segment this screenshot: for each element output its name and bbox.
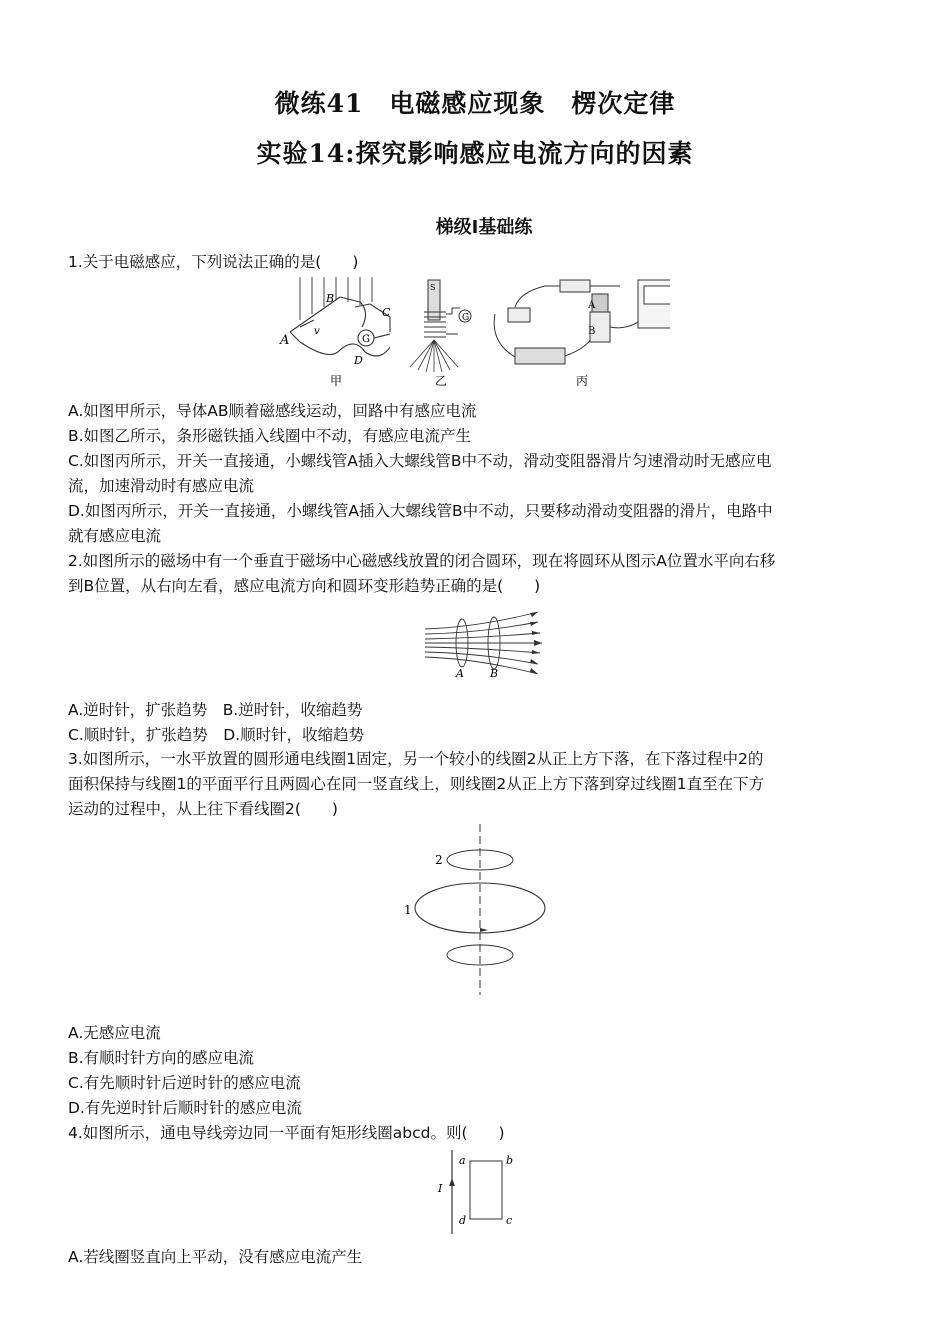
section-heading: 梯级Ⅰ基础练 — [435, 217, 533, 238]
label-A: A — [280, 333, 290, 348]
q3-option-c: C.有先顺时针后逆时针的感应电流 — [68, 1074, 301, 1092]
q1-option-a: A.如图甲所示，导体AB顺着磁感线运动，回路中有感应电流 — [68, 402, 477, 420]
q3-figure — [400, 822, 560, 997]
q1-option-c: C.如图丙所示，开关一直接通，小螺线管A插入大螺线管B中不动，滑动变阻器滑片匀速滑动时无感应电 — [68, 452, 772, 470]
q1-option-d: D.如图丙所示，开关一直接通，小螺线管A插入大螺线管B中不动，只要移动滑动变阻器的滑片，电路中 — [68, 502, 773, 520]
label-bing-B: B — [588, 326, 596, 337]
fig-label-yi: 乙 — [435, 374, 448, 388]
fig-label-bing: 丙 — [576, 374, 589, 388]
q4-label-d: d — [459, 1214, 467, 1227]
q2-options-1: A.逆时针，扩张趋势 B.逆时针，收缩趋势 — [68, 701, 363, 719]
q3-stem-3: 运动的过程中，从上往下看线圈2( ) — [68, 800, 338, 818]
q1-option-b: B.如图乙所示，条形磁铁插入线圈中不动，有感应电流产生 — [68, 427, 472, 445]
q3-stem-1: 3.如图所示，一水平放置的圆形通电线圈1固定，另一个较小的线圈2从正上方下落，在下落过程中2的 — [68, 750, 764, 768]
label-v: v — [314, 326, 320, 337]
q3-stem-2: 面积保持与线圈1的平面平行且两圆心在同一竖直线上，则线圈2从正上方下落到穿过线圈1直至在下方 — [68, 775, 765, 793]
label-B: B — [326, 292, 335, 305]
figure-bing — [494, 280, 670, 364]
q3-option-a: A.无感应电流 — [68, 1024, 161, 1042]
figure-jia — [290, 277, 390, 356]
q1-stem: 1.关于电磁感应，下列说法正确的是( ) — [68, 253, 359, 271]
q4-label-b: b — [506, 1154, 514, 1167]
page-title: 微练41 电磁感应现象 楞次定律 — [274, 89, 676, 118]
q4-stem: 4.如图所示，通电导线旁边同一平面有矩形线圈abcd。则( ) — [68, 1124, 505, 1142]
q2-options-2: C.顺时针，扩张趋势 D.顺时针，收缩趋势 — [68, 726, 365, 744]
label-bing-A: A — [588, 300, 596, 311]
label-C: C — [382, 306, 391, 319]
q2-stem-1: 2.如图所示的磁场中有一个垂直于磁场中心磁感线放置的闭合圆环，现在将圆环从图示A位置水平向右移 — [68, 552, 776, 570]
q3-option-d: D.有先逆时针后顺时针的感应电流 — [68, 1099, 302, 1117]
q2-stem-2: 到B位置，从右向左看，感应电流方向和圆环变形趋势正确的是( ) — [68, 577, 541, 595]
q3-label-coil1: 1 — [404, 903, 412, 917]
q1-figure — [270, 272, 670, 397]
q4-label-c: c — [506, 1214, 513, 1227]
page-subtitle: 实验14:探究影响感应电流方向的因素 — [256, 139, 694, 168]
q1-option-d-cont: 就有感应电流 — [68, 527, 162, 545]
fig-label-jia: 甲 — [330, 374, 343, 388]
q4-label-I: I — [438, 1182, 443, 1195]
q3-option-b: B.有顺时针方向的感应电流 — [68, 1049, 255, 1067]
label-D: D — [354, 354, 363, 367]
label-S: S — [430, 283, 436, 292]
q4-figure — [430, 1148, 520, 1238]
q2-figure — [420, 607, 545, 682]
label-G2: G — [462, 313, 470, 323]
q2-label-A: A — [456, 667, 464, 680]
q2-label-B: B — [490, 667, 499, 680]
figure-yi — [410, 280, 471, 372]
label-G: G — [362, 334, 370, 345]
q1-option-c-cont: 流，加速滑动时有感应电流 — [68, 477, 255, 495]
q3-label-coil2: 2 — [435, 853, 443, 867]
q4-option-a: A.若线圈竖直向上平动，没有感应电流产生 — [68, 1248, 363, 1266]
q4-label-a: a — [459, 1154, 466, 1167]
